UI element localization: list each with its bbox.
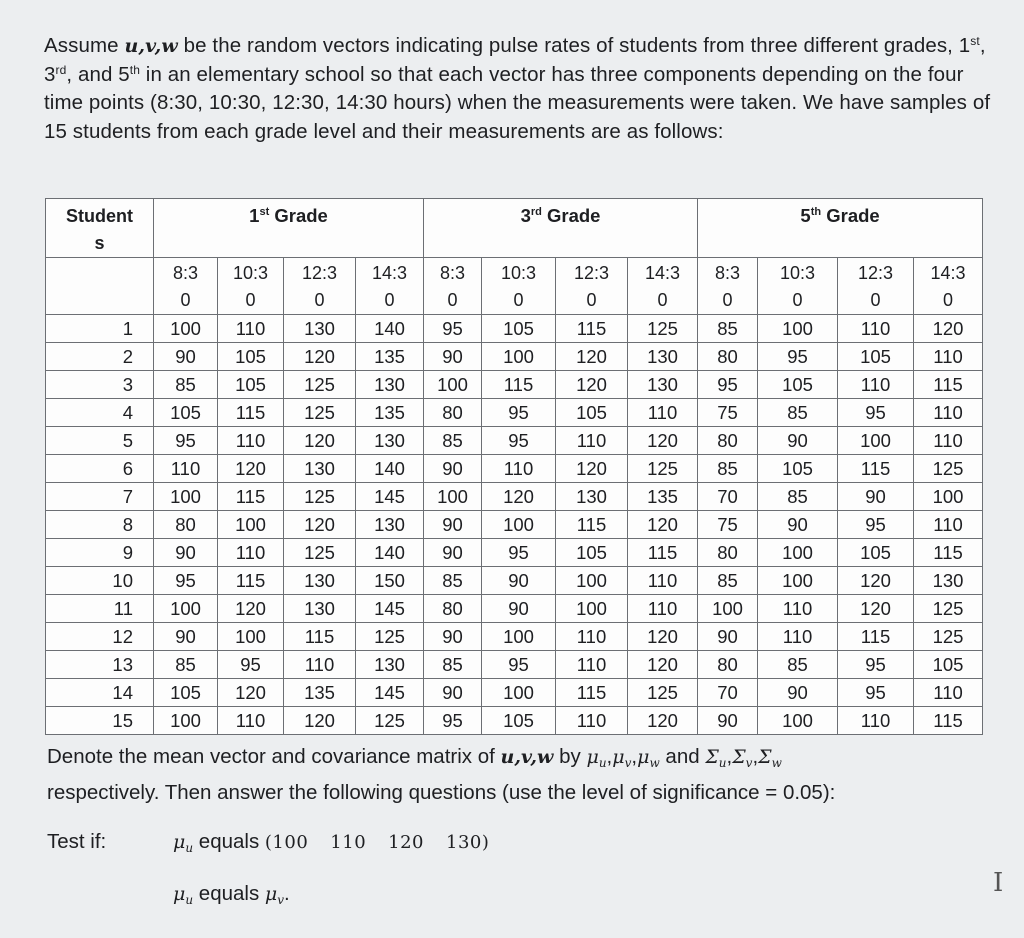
table-cell: 125 [284, 371, 356, 399]
table-row [46, 455, 983, 483]
table-cell: 135 [628, 483, 698, 511]
student-id-cell: 12 [46, 623, 154, 651]
time-header-cell: 10:3 0 [482, 258, 556, 315]
table-cell: 75 [698, 511, 758, 539]
question-text-line2: respectively. Then answer the following questions (use the level of significance = 0.05): [47, 781, 836, 804]
sigma-u: $\Sigma_u$ [705, 746, 727, 770]
table-cell: 95 [838, 511, 914, 539]
table-cell: 110 [218, 707, 284, 735]
table-cell: 130 [284, 595, 356, 623]
time-header-blank [46, 258, 154, 315]
table-cell: 125 [628, 315, 698, 343]
table-cell: 100 [698, 595, 758, 623]
table-cell: 120 [284, 343, 356, 371]
table-cell: 115 [218, 567, 284, 595]
student-id-cell: 6 [46, 455, 154, 483]
time-header-cell: 12:3 0 [838, 258, 914, 315]
student-id-cell: 7 [46, 483, 154, 511]
table-cell: 100 [482, 623, 556, 651]
student-id-cell: 10 [46, 567, 154, 595]
table-cell: 110 [218, 315, 284, 343]
table-row [46, 343, 983, 371]
table-cell: 110 [838, 371, 914, 399]
table-cell: 145 [356, 679, 424, 707]
table-cell: 105 [154, 399, 218, 427]
student-id-cell: 3 [46, 371, 154, 399]
table-cell: 70 [698, 679, 758, 707]
table-cell: 110 [556, 623, 628, 651]
table-row [46, 707, 983, 735]
table-cell: 100 [482, 679, 556, 707]
intro-text-5: in an elementary school so that each vector has three components depending on the four time points (8:30, 10:30, 12:30, 14:30 hours) when the measurements were taken. We have samples of 15 students from each grade level and their measurements are as follows: [44, 62, 991, 143]
table-row [46, 371, 983, 399]
table-cell: 100 [218, 511, 284, 539]
table-cell: 125 [356, 707, 424, 735]
table-cell: 95 [482, 651, 556, 679]
time-header-cell: 10:3 0 [758, 258, 838, 315]
table-cell: 130 [284, 315, 356, 343]
table-cell: 110 [914, 427, 983, 455]
table-row [46, 651, 983, 679]
time-header-cell: 12:3 0 [556, 258, 628, 315]
table-cell: 85 [698, 455, 758, 483]
table-cell: 120 [628, 427, 698, 455]
table-cell: 100 [556, 567, 628, 595]
table-cell: 115 [482, 371, 556, 399]
table-cell: 115 [628, 539, 698, 567]
table-cell: 75 [698, 399, 758, 427]
table-cell: 100 [424, 483, 482, 511]
student-id-cell: 13 [46, 651, 154, 679]
table-cell: 105 [914, 651, 983, 679]
table-cell: 105 [482, 707, 556, 735]
table-cell: 95 [482, 427, 556, 455]
table-cell: 95 [838, 679, 914, 707]
table-cell: 95 [838, 399, 914, 427]
table-cell: 90 [424, 623, 482, 651]
table-cell: 110 [838, 315, 914, 343]
table-cell: 130 [356, 511, 424, 539]
table-cell: 110 [154, 455, 218, 483]
table-cell: 90 [424, 539, 482, 567]
table-cell: 125 [356, 623, 424, 651]
table-cell: 105 [556, 539, 628, 567]
table-cell: 100 [758, 707, 838, 735]
table-cell: 130 [628, 343, 698, 371]
table-cell: 110 [758, 623, 838, 651]
table-cell: 110 [556, 651, 628, 679]
time-header-cell: 8:3 0 [154, 258, 218, 315]
table-cell: 115 [914, 371, 983, 399]
table-cell: 80 [424, 595, 482, 623]
table-cell: 100 [424, 371, 482, 399]
table-cell: 125 [914, 595, 983, 623]
table-cell: 105 [482, 315, 556, 343]
table-cell: 90 [758, 511, 838, 539]
student-id-cell: 4 [46, 399, 154, 427]
table-cell: 105 [556, 399, 628, 427]
table-cell: 110 [628, 399, 698, 427]
table-cell: 105 [218, 343, 284, 371]
table-cell: 95 [218, 651, 284, 679]
table-cell: 145 [356, 483, 424, 511]
table-cell: 110 [218, 539, 284, 567]
table-cell: 135 [356, 343, 424, 371]
table-cell: 140 [356, 315, 424, 343]
question-text: Denote the mean vector and covariance matrix of u,v,w by $\mu_u,\mu_v,\mu_w$ and $\Sigma_u,\Sigma_v,\Sigma_w$ respectively. Then answer the following questions (use the level of significance = 0.05): [47, 742, 987, 807]
table-cell: 90 [424, 343, 482, 371]
student-id-cell: 5 [46, 427, 154, 455]
mu-u-symbol: $\mu_u$ [173, 831, 194, 855]
table-cell: 115 [218, 399, 284, 427]
table-cell: 100 [154, 595, 218, 623]
table-cell: 120 [218, 679, 284, 707]
student-id-cell: 11 [46, 595, 154, 623]
time-header-cell: 14:3 0 [914, 258, 983, 315]
table-cell: 90 [482, 595, 556, 623]
table-cell: 130 [914, 567, 983, 595]
table-cell: 90 [698, 623, 758, 651]
table-cell: 100 [218, 623, 284, 651]
table-cell: 100 [838, 427, 914, 455]
random-vectors: u,v,w [124, 35, 178, 57]
table-cell: 95 [154, 427, 218, 455]
sup-st: st [970, 34, 980, 48]
table-row [46, 315, 983, 343]
table-cell: 120 [556, 371, 628, 399]
table-cell: 85 [698, 567, 758, 595]
table-cell: 85 [698, 315, 758, 343]
table-cell: 100 [482, 511, 556, 539]
table-cell: 85 [758, 399, 838, 427]
table-cell: 120 [628, 651, 698, 679]
grade-1-header: 1st Grade [154, 199, 424, 258]
table-cell: 90 [758, 427, 838, 455]
table-cell: 110 [914, 399, 983, 427]
pulse-rate-table [45, 198, 983, 735]
table-row [46, 511, 983, 539]
table-cell: 115 [838, 455, 914, 483]
table-cell: 115 [914, 707, 983, 735]
table-row [46, 483, 983, 511]
table-cell: 105 [838, 343, 914, 371]
table-cell: 130 [556, 483, 628, 511]
table-cell: 90 [838, 483, 914, 511]
table-cell: 80 [154, 511, 218, 539]
table-row [46, 623, 983, 651]
table-cell: 140 [356, 455, 424, 483]
test-label: Test if: [47, 830, 107, 853]
student-id-cell: 2 [46, 343, 154, 371]
student-id-cell: 15 [46, 707, 154, 735]
table-cell: 120 [556, 455, 628, 483]
table-cell: 130 [284, 567, 356, 595]
time-header-cell: 8:3 0 [424, 258, 482, 315]
mu-u-symbol-2: $\mu_u$ [173, 883, 194, 907]
table-cell: 120 [628, 623, 698, 651]
table-cell: 125 [284, 483, 356, 511]
table-cell: 100 [914, 483, 983, 511]
table-cell: 120 [838, 567, 914, 595]
table-cell: 120 [556, 343, 628, 371]
time-header-row [46, 258, 983, 315]
vectors-ref: u,v,w [500, 746, 554, 768]
table-cell: 115 [284, 623, 356, 651]
table-cell: 120 [914, 315, 983, 343]
problem-statement [44, 32, 994, 146]
time-header-cell: 14:3 0 [628, 258, 698, 315]
table-cell: 95 [482, 539, 556, 567]
table-row [46, 595, 983, 623]
table-cell: 90 [154, 539, 218, 567]
mu-u: $\mu_u$ [586, 746, 607, 770]
table-cell: 130 [628, 371, 698, 399]
table-cell: 115 [218, 483, 284, 511]
table-cell: 120 [628, 707, 698, 735]
table-cell: 100 [482, 343, 556, 371]
student-id-cell: 1 [46, 315, 154, 343]
table-cell: 85 [424, 651, 482, 679]
table-cell: 140 [356, 539, 424, 567]
table-cell: 85 [424, 567, 482, 595]
table-cell: 110 [218, 427, 284, 455]
table-cell: 135 [284, 679, 356, 707]
time-header-cell: 14:3 0 [356, 258, 424, 315]
student-id-cell: 9 [46, 539, 154, 567]
table-cell: 130 [356, 371, 424, 399]
table-cell: 125 [284, 539, 356, 567]
table-cell: 105 [218, 371, 284, 399]
mu-w: $\mu_w$ [637, 746, 660, 770]
table-cell: 105 [154, 679, 218, 707]
table-cell: 90 [758, 679, 838, 707]
table-cell: 80 [698, 343, 758, 371]
table-cell: 80 [698, 651, 758, 679]
table-cell: 110 [914, 343, 983, 371]
table-cell: 115 [838, 623, 914, 651]
table-cell: 120 [284, 707, 356, 735]
mu-v: $\mu_v$ [612, 746, 632, 770]
table-cell: 150 [356, 567, 424, 595]
table-cell: 100 [556, 595, 628, 623]
table-cell: 100 [154, 483, 218, 511]
student-header: Student s [46, 199, 154, 258]
table-cell: 110 [914, 679, 983, 707]
table-cell: 95 [154, 567, 218, 595]
text-cursor-icon: I [993, 868, 1004, 898]
table-cell: 110 [914, 511, 983, 539]
table-cell: 130 [356, 651, 424, 679]
sigma-w: $\Sigma_w$ [758, 746, 782, 770]
table-cell: 115 [556, 511, 628, 539]
table-cell: 80 [698, 539, 758, 567]
table-cell: 100 [758, 315, 838, 343]
table-cell: 110 [556, 427, 628, 455]
table-cell: 100 [154, 315, 218, 343]
table-row [46, 539, 983, 567]
table-cell: 115 [914, 539, 983, 567]
table-cell: 85 [154, 651, 218, 679]
table-cell: 100 [154, 707, 218, 735]
table-body [46, 315, 983, 735]
table-cell: 115 [556, 315, 628, 343]
table-cell: 130 [284, 455, 356, 483]
table-cell: 120 [284, 427, 356, 455]
table-cell: 100 [758, 567, 838, 595]
table-cell: 110 [628, 595, 698, 623]
table-cell: 90 [424, 511, 482, 539]
hypothesized-mean-vector: (100 110 120 130) [264, 832, 490, 853]
table-row [46, 399, 983, 427]
table-cell: 90 [154, 623, 218, 651]
table-cell: 95 [482, 399, 556, 427]
table-cell: 120 [284, 511, 356, 539]
table-row [46, 679, 983, 707]
table-cell: 110 [628, 567, 698, 595]
table-cell: 80 [424, 399, 482, 427]
table-cell: 90 [424, 455, 482, 483]
student-id-cell: 8 [46, 511, 154, 539]
table-cell: 125 [914, 455, 983, 483]
intro-text-1: Assume [44, 34, 125, 57]
table-cell: 115 [556, 679, 628, 707]
table-cell: 125 [628, 679, 698, 707]
table-cell: 95 [698, 371, 758, 399]
time-header-cell: 12:3 0 [284, 258, 356, 315]
table-cell: 85 [758, 651, 838, 679]
table-cell: 95 [424, 315, 482, 343]
table-cell: 90 [424, 679, 482, 707]
time-header-cell: 10:3 0 [218, 258, 284, 315]
table-cell: 90 [482, 567, 556, 595]
table-cell: 85 [758, 483, 838, 511]
grade-5-header: 5th Grade [698, 199, 983, 258]
table-cell: 85 [154, 371, 218, 399]
table-cell: 110 [482, 455, 556, 483]
table-cell: 110 [838, 707, 914, 735]
student-id-cell: 14 [46, 679, 154, 707]
intro-text-2: be the random vectors indicating pulse rates of students from three different grades, 1 [177, 34, 971, 57]
table-cell: 110 [556, 707, 628, 735]
table-cell: 95 [838, 651, 914, 679]
table-cell: 125 [914, 623, 983, 651]
table-cell: 120 [838, 595, 914, 623]
table-cell: 105 [838, 539, 914, 567]
table-cell: 125 [628, 455, 698, 483]
table-cell: 90 [154, 343, 218, 371]
table-cell: 105 [758, 371, 838, 399]
table-cell: 105 [758, 455, 838, 483]
table-cell: 95 [424, 707, 482, 735]
sigma-v: $\Sigma_v$ [732, 746, 753, 770]
table-cell: 120 [628, 511, 698, 539]
test-hypothesis-2: $\mu_u$ equals $\mu_v$. [173, 882, 290, 907]
sup-th: th [129, 62, 141, 77]
table-row [46, 427, 983, 455]
table-cell: 85 [424, 427, 482, 455]
grade-3-header: 3rd Grade [424, 199, 698, 258]
table-cell: 135 [356, 399, 424, 427]
table-cell: 130 [356, 427, 424, 455]
table-cell: 80 [698, 427, 758, 455]
mu-v-symbol: $\mu_v$ [264, 883, 285, 907]
table-cell: 110 [758, 595, 838, 623]
table-row [46, 567, 983, 595]
table-cell: 110 [284, 651, 356, 679]
intro-text-3: , 3 [44, 34, 986, 86]
table-cell: 120 [218, 595, 284, 623]
table-cell: 70 [698, 483, 758, 511]
intro-text-4: , and 5 [66, 62, 130, 86]
table-cell: 95 [758, 343, 838, 371]
table-cell: 125 [284, 399, 356, 427]
table-cell: 90 [698, 707, 758, 735]
table-cell: 145 [356, 595, 424, 623]
table-cell: 120 [218, 455, 284, 483]
test-hypothesis-1: $\mu_u$ equals (100 110 120 130) [173, 830, 511, 855]
table-cell: 120 [482, 483, 556, 511]
table-cell: 100 [758, 539, 838, 567]
sup-rd: rd [55, 62, 67, 77]
time-header-cell: 8:3 0 [698, 258, 758, 315]
